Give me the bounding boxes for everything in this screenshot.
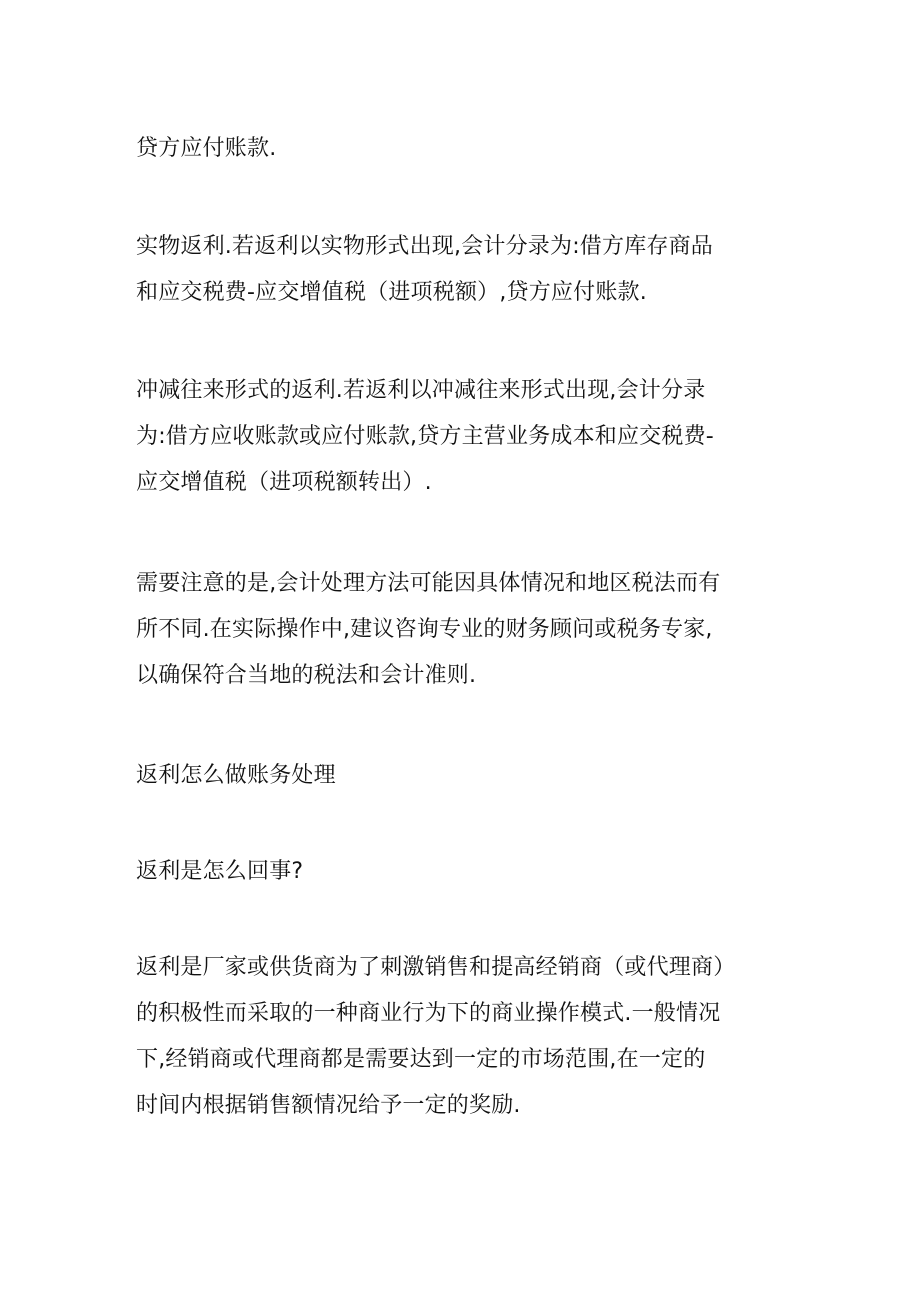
paragraph-offset-rebate <box>136 368 796 506</box>
text-line: 的积极性而采取的一种商业行为下的商业操作模式.一般情况 <box>136 1001 721 1026</box>
paragraph-physical-rebate <box>136 224 796 316</box>
paragraph-note <box>136 561 796 699</box>
text-line: 实物返利.若返利以实物形式出现,会计分录为:借方库存商品 <box>136 234 714 259</box>
text-line: 以确保符合当地的税法和会计准则. <box>136 663 477 688</box>
text-line: 和应交税费-应交增值税（进项税额）,贷方应付账款. <box>136 280 647 305</box>
paragraph-credit-payable <box>136 126 796 172</box>
question-heading <box>136 849 796 895</box>
section-heading <box>136 753 796 799</box>
text-line: 为:借方应收账款或应付账款,贷方主营业务成本和应交税费- <box>136 424 714 449</box>
text-line: 冲减往来形式的返利.若返利以冲减往来形式出现,会计分录 <box>136 378 706 403</box>
text-line: 下,经销商或代理商都是需要达到一定的市场范围,在一定的 <box>136 1047 706 1072</box>
text-line: 返利是厂家或供货商为了刺激销售和提高经销商（或代理商） <box>136 955 736 980</box>
text-line: 需要注意的是,会计处理方法可能因具体情况和地区税法而有 <box>136 571 721 596</box>
text-line: 时间内根据销售额情况给予一定的奖励. <box>136 1093 521 1118</box>
text-line: 返利是怎么回事? <box>136 859 304 884</box>
text-line: 返利怎么做账务处理 <box>136 763 336 788</box>
text-line: 贷方应付账款. <box>136 136 277 161</box>
paragraph-rebate-definition <box>136 945 796 1129</box>
text-line: 应交增值税（进项税额转出）. <box>136 470 432 495</box>
text-line: 所不同.在实际操作中,建议咨询专业的财务顾问或税务专家, <box>136 617 713 642</box>
